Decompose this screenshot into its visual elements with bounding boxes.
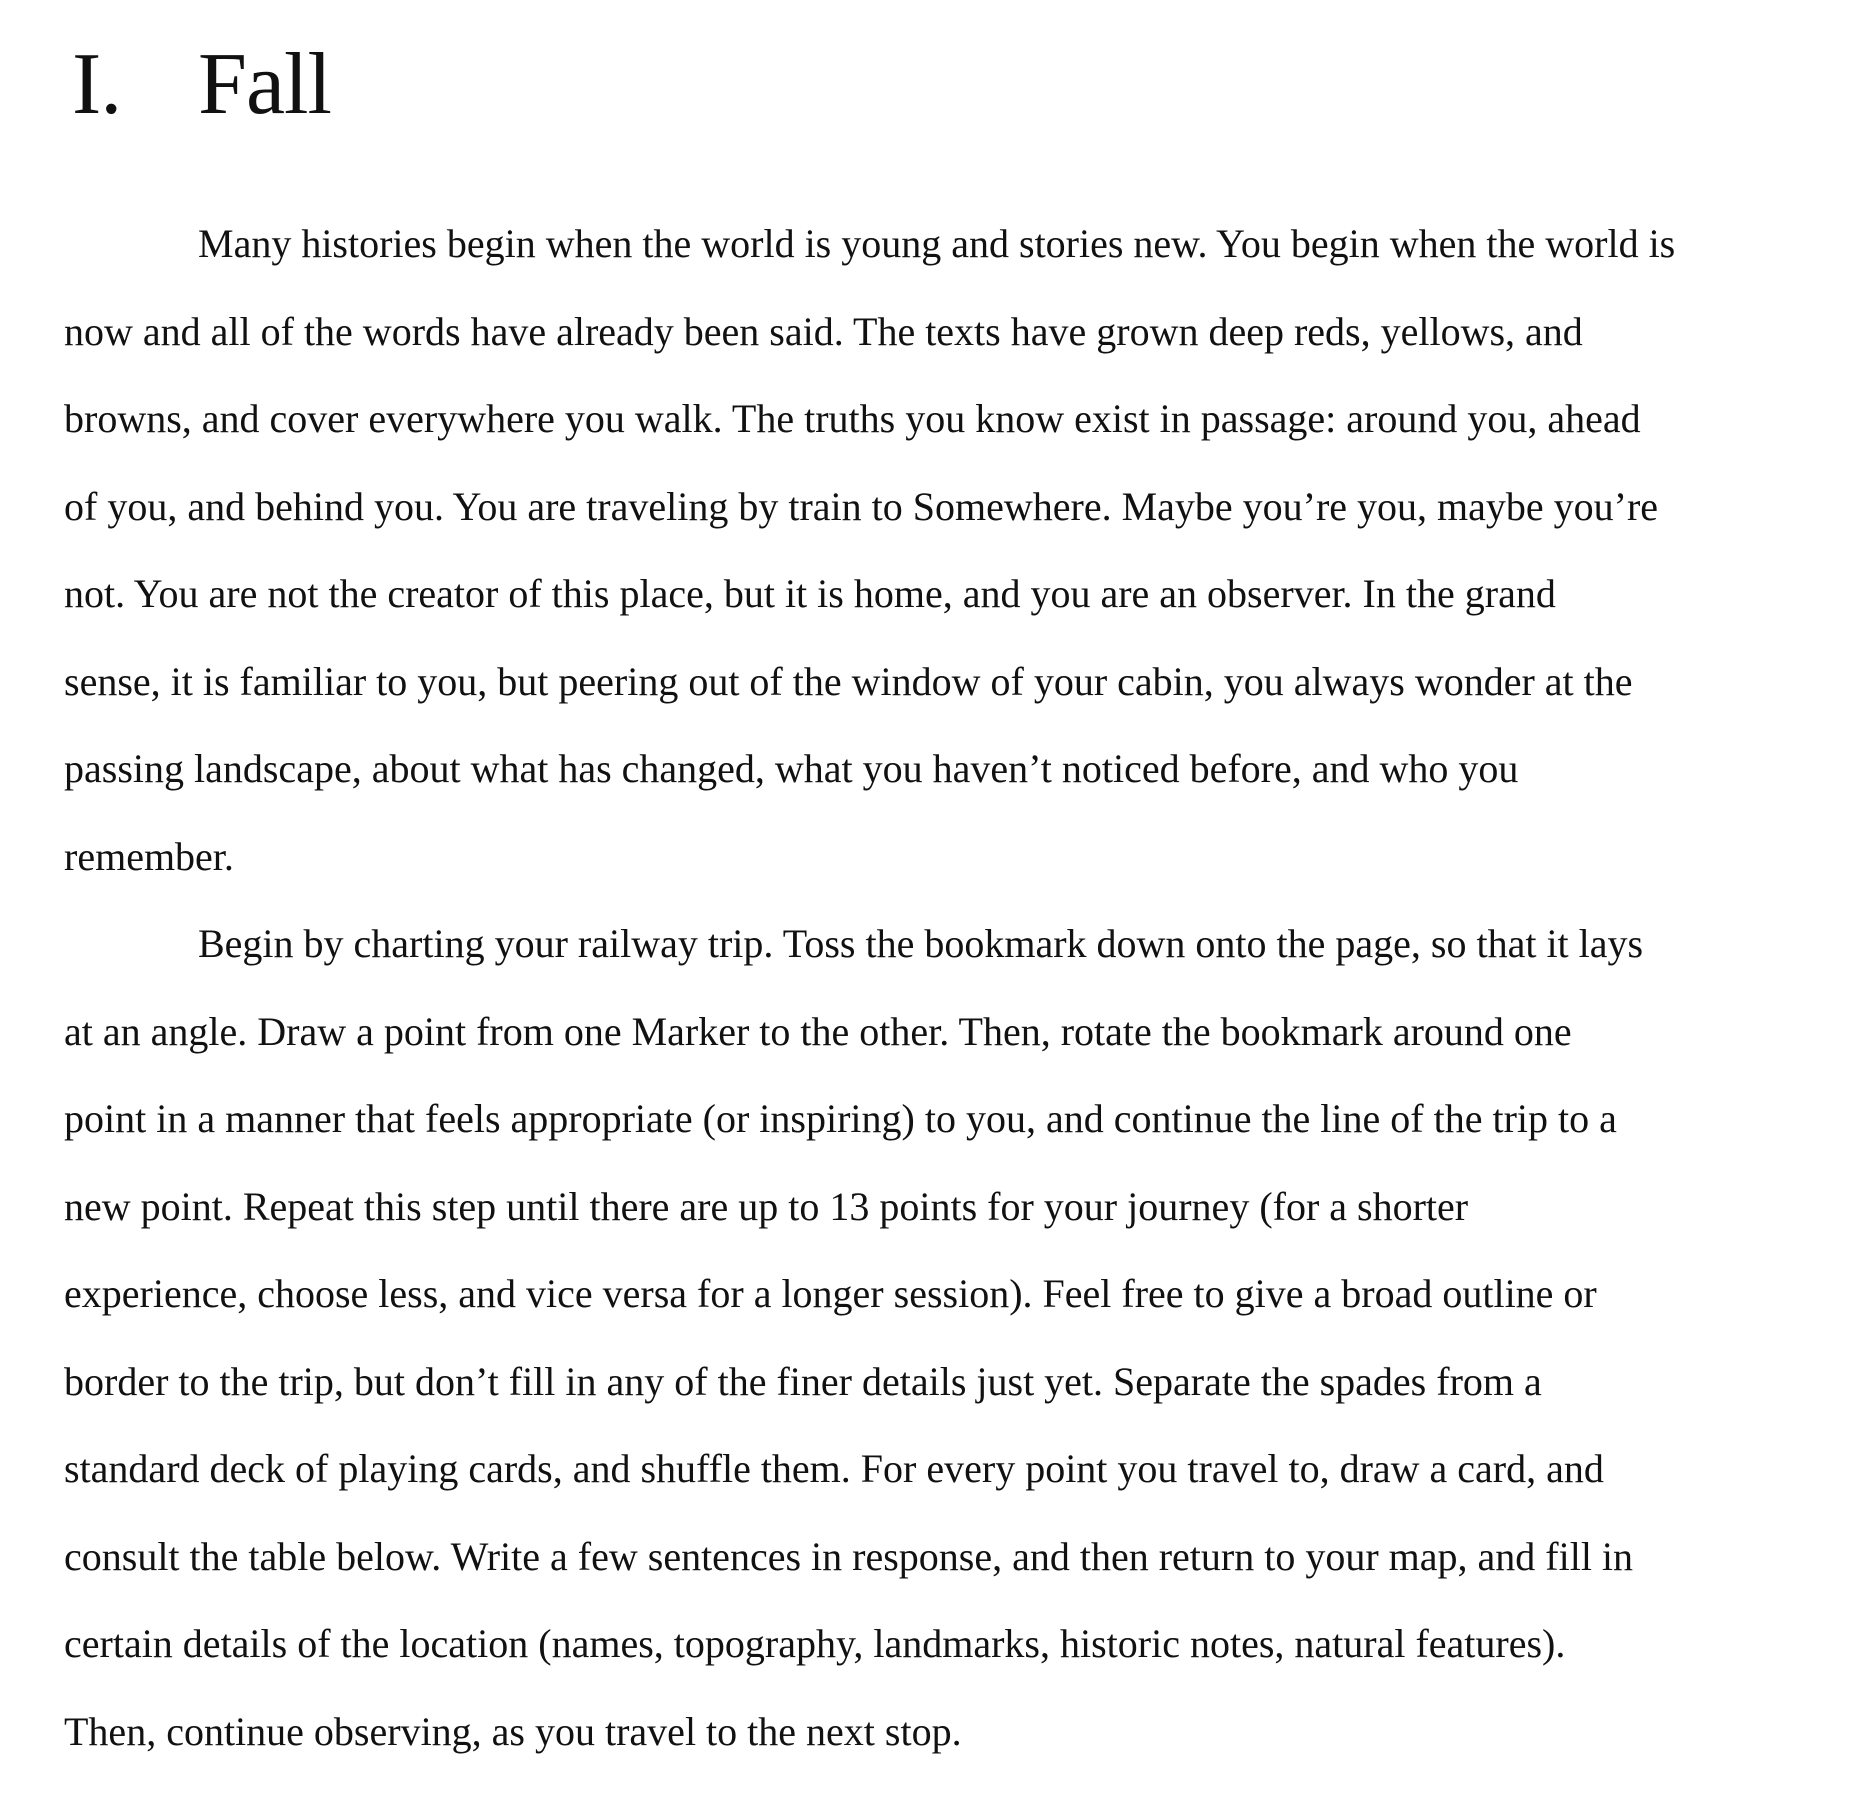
- paragraph-2: [64, 910, 1804, 1785]
- text-line: consult the table below. Write a few sentences in response, and then return to your map, and fill in: [64, 1533, 1634, 1579]
- section-title: Fall: [198, 36, 331, 133]
- body-text: [64, 210, 1804, 1785]
- section-heading: [72, 30, 331, 140]
- text-line: new point. Repeat this step until there are up to 13 points for your journey (for a shorter: [64, 1183, 1469, 1229]
- text-line: certain details of the location (names, topography, landmarks, historic notes, natural features).: [64, 1621, 1566, 1666]
- text-line: standard deck of playing cards, and shuffle them. For every point you travel to, draw a card, and: [64, 1446, 1604, 1491]
- text-line: Begin by charting your railway trip. Toss the bookmark down onto the page, so that it lays: [198, 921, 1644, 966]
- text-line: border to the trip, but don’t fill in any of the finer details just yet. Separate the spades from a: [64, 1358, 1542, 1404]
- text-line: sense, it is familiar to you, but peering out of the window of your cabin, you always wonder at the: [64, 658, 1633, 704]
- text-line: passing landscape, about what has changed, what you haven’t noticed before, and who you: [64, 746, 1519, 791]
- paragraph-1: [64, 210, 1804, 910]
- text-line: Many histories begin when the world is young and stories new. You begin when the world is: [198, 221, 1676, 266]
- text-line: at an angle. Draw a point from one Marker to the other. Then, rotate the bookmark around one: [64, 1008, 1572, 1054]
- text-line: Then, continue observing, as you travel to the next stop.: [64, 1708, 962, 1754]
- text-line: not. You are not the creator of this place, but it is home, and you are an observer. In the grand: [64, 571, 1556, 616]
- text-line: point in a manner that feels appropriate (or inspiring) to you, and continue the line of the trip to a: [64, 1096, 1617, 1141]
- text-line: browns, and cover everywhere you walk. The truths you know exist in passage: around you, ahead: [64, 396, 1641, 441]
- section-numeral: I.: [72, 36, 122, 133]
- text-line: now and all of the words have already been said. The texts have grown deep reds, yellows, and: [64, 308, 1583, 354]
- text-line: remember.: [64, 833, 234, 879]
- text-line: of you, and behind you. You are traveling by train to Somewhere. Maybe you’re you, maybe you’re: [64, 483, 1659, 529]
- text-line: experience, choose less, and vice versa for a longer session). Feel free to give a broad outline or: [64, 1271, 1597, 1316]
